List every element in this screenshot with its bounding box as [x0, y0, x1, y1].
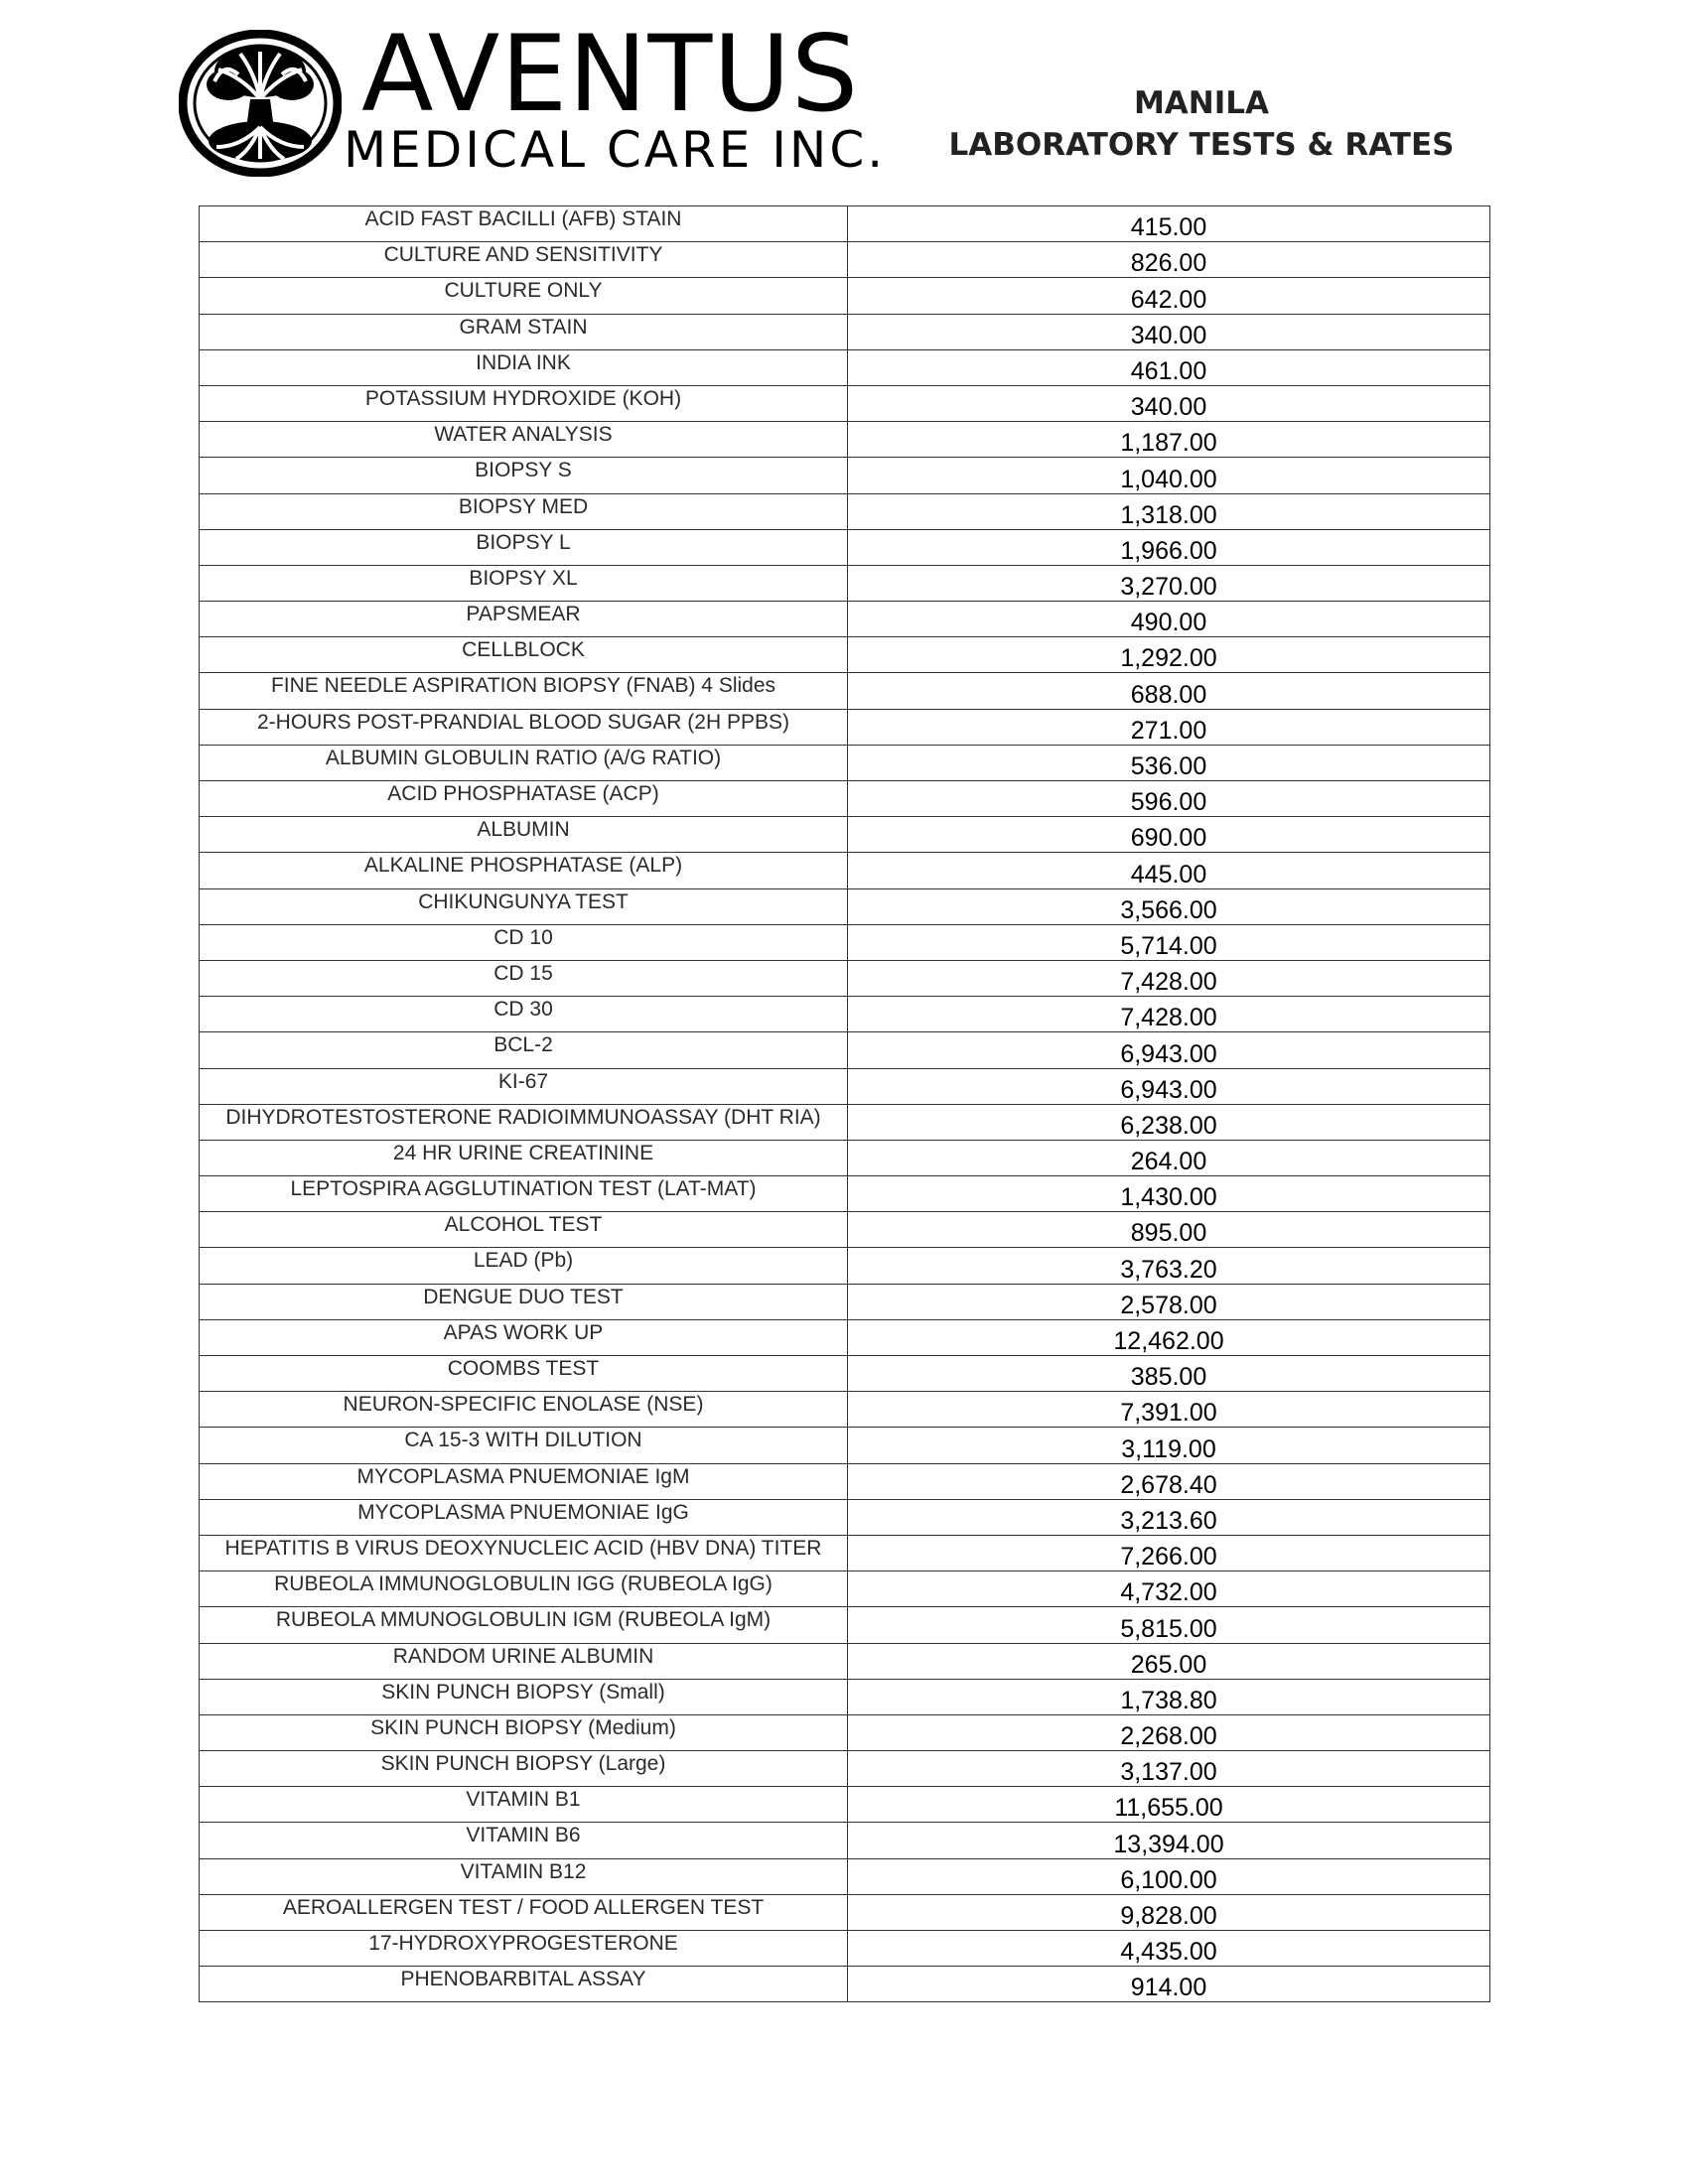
- price-cell: 445.00: [848, 853, 1490, 888]
- table-row: [200, 709, 1490, 745]
- table-row: [200, 385, 1490, 421]
- price-cell: 2,268.00: [848, 1714, 1490, 1750]
- table-row: [200, 1714, 1490, 1750]
- test-name-cell: RUBEOLA IMMUNOGLOBULIN IGG (RUBEOLA IgG): [200, 1571, 848, 1607]
- table-row: [200, 1463, 1490, 1499]
- price-cell: 1,292.00: [848, 637, 1490, 673]
- table-row: [200, 1823, 1490, 1858]
- price-cell: 1,187.00: [848, 422, 1490, 458]
- table-row: [200, 1428, 1490, 1463]
- price-cell: 7,266.00: [848, 1535, 1490, 1570]
- test-name-cell: CELLBLOCK: [200, 637, 848, 673]
- table-row: [200, 1140, 1490, 1175]
- price-cell: 4,732.00: [848, 1571, 1490, 1607]
- table-row: [200, 529, 1490, 565]
- test-name-cell: COOMBS TEST: [200, 1356, 848, 1392]
- table-row: [200, 637, 1490, 673]
- table-row: [200, 1319, 1490, 1355]
- price-cell: 3,270.00: [848, 565, 1490, 601]
- table-row: [200, 1679, 1490, 1714]
- table-row: [200, 314, 1490, 349]
- tree-of-life-icon: [179, 30, 342, 177]
- price-cell: 7,428.00: [848, 960, 1490, 996]
- test-name-cell: CD 30: [200, 997, 848, 1032]
- test-name-cell: 2-HOURS POST-PRANDIAL BLOOD SUGAR (2H PPBS): [200, 709, 848, 745]
- test-name-cell: ALCOHOL TEST: [200, 1212, 848, 1248]
- test-name-cell: RANDOM URINE ALBUMIN: [200, 1643, 848, 1679]
- test-name-cell: CD 10: [200, 924, 848, 960]
- test-name-cell: 17-HYDROXYPROGESTERONE: [200, 1931, 848, 1967]
- test-name-cell: CD 15: [200, 960, 848, 996]
- table-row: [200, 1212, 1490, 1248]
- price-cell: 5,714.00: [848, 924, 1490, 960]
- price-cell: 596.00: [848, 781, 1490, 817]
- test-name-cell: NEURON-SPECIFIC ENOLASE (NSE): [200, 1392, 848, 1428]
- test-name-cell: RUBEOLA MMUNOGLOBULIN IGM (RUBEOLA IgM): [200, 1607, 848, 1643]
- price-cell: 3,566.00: [848, 888, 1490, 924]
- brand-name: AVENTUS: [361, 13, 860, 135]
- page-header: [0, 0, 1688, 199]
- test-name-cell: MYCOPLASMA PNUEMONIAE IgM: [200, 1463, 848, 1499]
- table-row: [200, 278, 1490, 314]
- table-row: [200, 206, 1490, 242]
- table-row: [200, 997, 1490, 1032]
- table-row: [200, 745, 1490, 780]
- table-row: [200, 817, 1490, 853]
- test-name-cell: ACID FAST BACILLI (AFB) STAIN: [200, 206, 848, 242]
- rates-table-body: [200, 206, 1490, 2002]
- price-cell: 536.00: [848, 745, 1490, 780]
- table-row: [200, 1787, 1490, 1823]
- table-row: [200, 458, 1490, 493]
- price-cell: 895.00: [848, 1212, 1490, 1248]
- test-name-cell: BIOPSY S: [200, 458, 848, 493]
- price-cell: 4,435.00: [848, 1931, 1490, 1967]
- table-row: [200, 1499, 1490, 1535]
- test-name-cell: WATER ANALYSIS: [200, 422, 848, 458]
- test-name-cell: BIOPSY XL: [200, 565, 848, 601]
- test-name-cell: ALBUMIN: [200, 817, 848, 853]
- test-name-cell: DIHYDROTESTOSTERONE RADIOIMMUNOASSAY (DHT RIA): [200, 1104, 848, 1140]
- price-cell: 3,763.20: [848, 1248, 1490, 1284]
- test-name-cell: VITAMIN B12: [200, 1858, 848, 1894]
- price-cell: 6,238.00: [848, 1104, 1490, 1140]
- price-cell: 1,966.00: [848, 529, 1490, 565]
- price-cell: 914.00: [848, 1967, 1490, 2002]
- test-name-cell: BIOPSY L: [200, 529, 848, 565]
- price-cell: 9,828.00: [848, 1894, 1490, 1930]
- table-row: [200, 1535, 1490, 1570]
- test-name-cell: POTASSIUM HYDROXIDE (KOH): [200, 385, 848, 421]
- price-cell: 1,040.00: [848, 458, 1490, 493]
- test-name-cell: ALKALINE PHOSPHATASE (ALP): [200, 853, 848, 888]
- table-row: [200, 1104, 1490, 1140]
- price-cell: 826.00: [848, 242, 1490, 278]
- table-row: [200, 1894, 1490, 1930]
- table-row: [200, 673, 1490, 709]
- table-row: [200, 1356, 1490, 1392]
- test-name-cell: DENGUE DUO TEST: [200, 1284, 848, 1319]
- test-name-cell: HEPATITIS B VIRUS DEOXYNUCLEIC ACID (HBV DNA) TITER: [200, 1535, 848, 1570]
- test-name-cell: FINE NEEDLE ASPIRATION BIOPSY (FNAB) 4 Slides: [200, 673, 848, 709]
- rates-table: [199, 205, 1490, 2002]
- table-row: [200, 960, 1490, 996]
- test-name-cell: PAPSMEAR: [200, 602, 848, 637]
- test-name-cell: ACID PHOSPHATASE (ACP): [200, 781, 848, 817]
- price-cell: 3,119.00: [848, 1428, 1490, 1463]
- page-title: LABORATORY TESTS & RATES: [948, 127, 1455, 163]
- price-cell: 688.00: [848, 673, 1490, 709]
- price-cell: 12,462.00: [848, 1319, 1490, 1355]
- table-row: [200, 1248, 1490, 1284]
- table-row: [200, 1392, 1490, 1428]
- price-cell: 1,738.80: [848, 1679, 1490, 1714]
- test-name-cell: BIOPSY MED: [200, 493, 848, 529]
- table-row: [200, 1176, 1490, 1212]
- price-cell: 6,943.00: [848, 1032, 1490, 1068]
- price-cell: 1,318.00: [848, 493, 1490, 529]
- price-cell: 490.00: [848, 602, 1490, 637]
- table-row: [200, 1571, 1490, 1607]
- price-cell: 690.00: [848, 817, 1490, 853]
- price-cell: 6,100.00: [848, 1858, 1490, 1894]
- test-name-cell: LEAD (Pb): [200, 1248, 848, 1284]
- price-cell: 1,430.00: [848, 1176, 1490, 1212]
- table-row: [200, 349, 1490, 385]
- table-row: [200, 1068, 1490, 1104]
- test-name-cell: 24 HR URINE CREATININE: [200, 1140, 848, 1175]
- table-row: [200, 1931, 1490, 1967]
- test-name-cell: LEPTOSPIRA AGGLUTINATION TEST (LAT-MAT): [200, 1176, 848, 1212]
- test-name-cell: MYCOPLASMA PNUEMONIAE IgG: [200, 1499, 848, 1535]
- price-cell: 271.00: [848, 709, 1490, 745]
- document-title-block: [933, 83, 1470, 167]
- test-name-cell: VITAMIN B6: [200, 1823, 848, 1858]
- test-name-cell: CHIKUNGUNYA TEST: [200, 888, 848, 924]
- price-cell: 13,394.00: [848, 1823, 1490, 1858]
- test-name-cell: INDIA INK: [200, 349, 848, 385]
- price-cell: 6,943.00: [848, 1068, 1490, 1104]
- table-row: [200, 1284, 1490, 1319]
- price-cell: 7,391.00: [848, 1392, 1490, 1428]
- price-cell: 385.00: [848, 1356, 1490, 1392]
- table-row: [200, 888, 1490, 924]
- test-name-cell: APAS WORK UP: [200, 1319, 848, 1355]
- test-name-cell: AEROALLERGEN TEST / FOOD ALLERGEN TEST: [200, 1894, 848, 1930]
- table-row: [200, 1751, 1490, 1787]
- test-name-cell: BCL-2: [200, 1032, 848, 1068]
- price-cell: 5,815.00: [848, 1607, 1490, 1643]
- table-row: [200, 1032, 1490, 1068]
- test-name-cell: CULTURE AND SENSITIVITY: [200, 242, 848, 278]
- test-name-cell: VITAMIN B1: [200, 1787, 848, 1823]
- price-cell: 340.00: [848, 314, 1490, 349]
- price-cell: 2,678.40: [848, 1463, 1490, 1499]
- price-cell: 415.00: [848, 206, 1490, 242]
- test-name-cell: SKIN PUNCH BIOPSY (Small): [200, 1679, 848, 1714]
- table-row: [200, 1643, 1490, 1679]
- table-row: [200, 924, 1490, 960]
- price-cell: 642.00: [848, 278, 1490, 314]
- price-cell: 264.00: [848, 1140, 1490, 1175]
- test-name-cell: SKIN PUNCH BIOPSY (Large): [200, 1751, 848, 1787]
- table-row: [200, 602, 1490, 637]
- test-name-cell: CA 15-3 WITH DILUTION: [200, 1428, 848, 1463]
- test-name-cell: CULTURE ONLY: [200, 278, 848, 314]
- test-name-cell: PHENOBARBITAL ASSAY: [200, 1967, 848, 2002]
- test-name-cell: ALBUMIN GLOBULIN RATIO (A/G RATIO): [200, 745, 848, 780]
- test-name-cell: GRAM STAIN: [200, 314, 848, 349]
- table-row: [200, 1967, 1490, 2002]
- table-row: [200, 493, 1490, 529]
- price-cell: 11,655.00: [848, 1787, 1490, 1823]
- brand-subtitle: MEDICAL CARE INC.: [344, 121, 887, 179]
- test-name-cell: SKIN PUNCH BIOPSY (Medium): [200, 1714, 848, 1750]
- table-row: [200, 242, 1490, 278]
- table-row: [200, 1607, 1490, 1643]
- price-cell: 3,137.00: [848, 1751, 1490, 1787]
- price-cell: 340.00: [848, 385, 1490, 421]
- price-cell: 461.00: [848, 349, 1490, 385]
- table-row: [200, 1858, 1490, 1894]
- table-row: [200, 781, 1490, 817]
- price-cell: 265.00: [848, 1643, 1490, 1679]
- table-row: [200, 853, 1490, 888]
- location-heading: MANILA: [1133, 85, 1270, 121]
- test-name-cell: KI-67: [200, 1068, 848, 1104]
- table-row: [200, 565, 1490, 601]
- price-cell: 2,578.00: [848, 1284, 1490, 1319]
- price-cell: 7,428.00: [848, 997, 1490, 1032]
- table-row: [200, 422, 1490, 458]
- price-cell: 3,213.60: [848, 1499, 1490, 1535]
